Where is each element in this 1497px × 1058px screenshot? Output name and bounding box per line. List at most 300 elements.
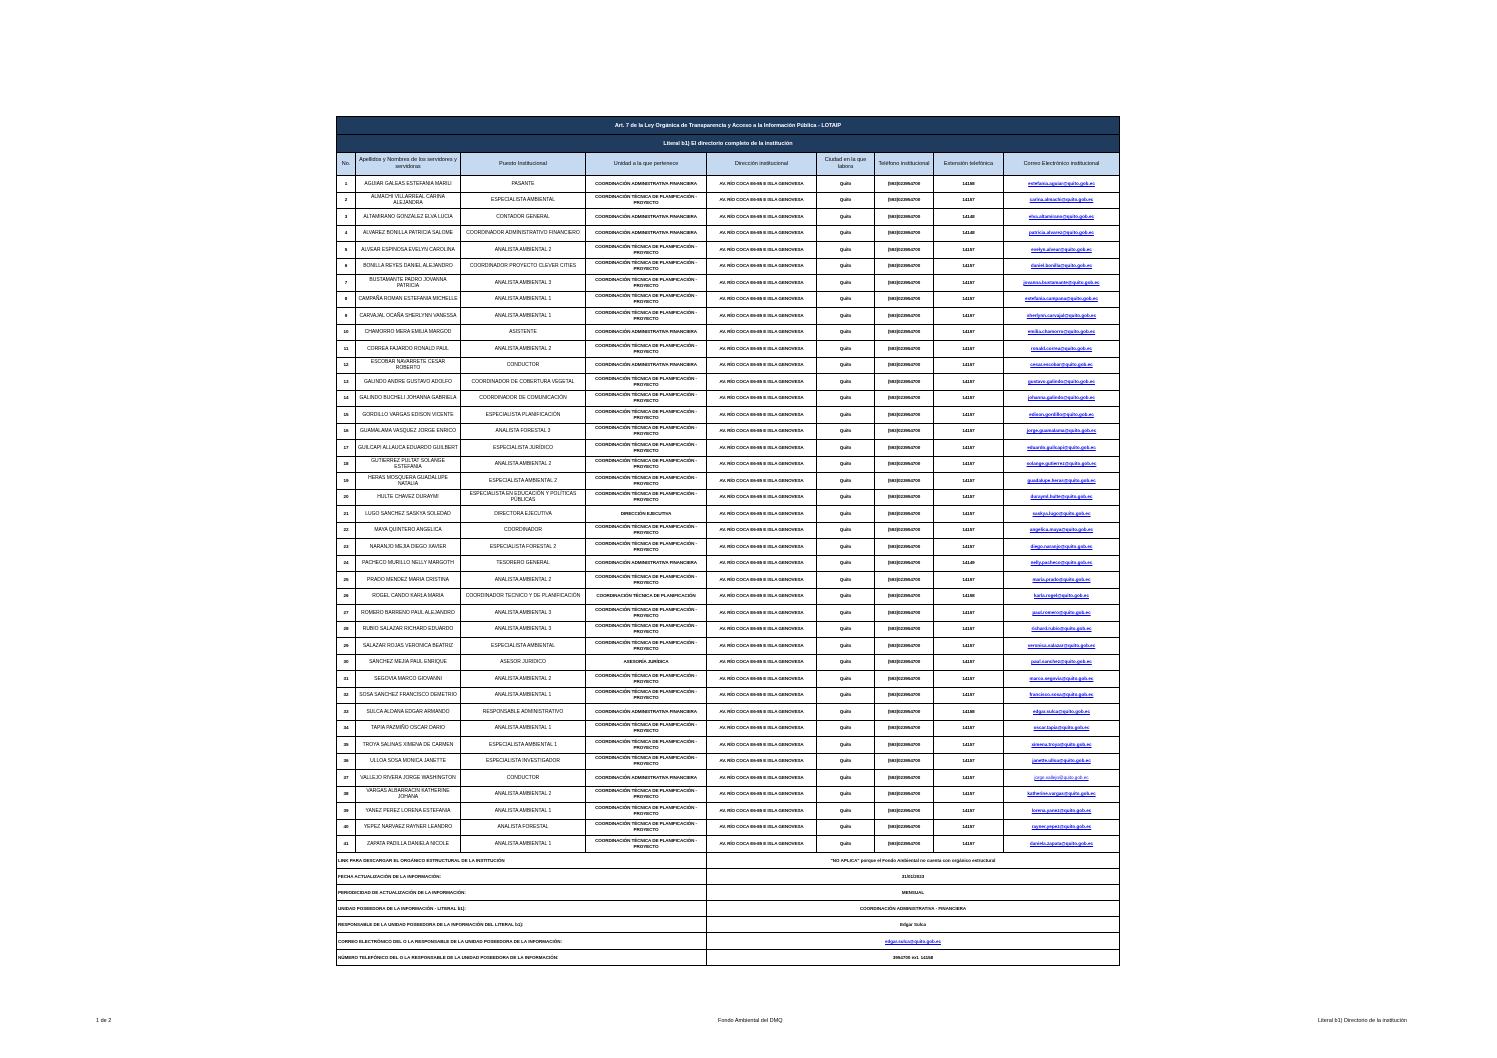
city: Quito <box>817 209 875 226</box>
employee-name: GUTIERREZ PULTAT SOLANGE ESTEFANIA <box>356 456 461 473</box>
unit-name: COORDINACIÓN TÉCNICA DE PLANIFICACIÓN - PROYECTO <box>586 308 707 325</box>
phone: (593)023954700 <box>875 324 934 341</box>
phone: (593)023954700 <box>875 572 934 589</box>
address: AV. RÍO COCA E6-85 E ISLA GENOVESA <box>707 489 817 506</box>
table-row <box>337 654 1120 671</box>
extension: 14149 <box>934 555 1004 572</box>
extension: 14157 <box>934 605 1004 622</box>
column-header: Unidad a la que pertenece <box>586 153 707 176</box>
job-title: ESPECIALISTA INVESTIGADOR <box>461 753 586 770</box>
phone: (593)023954700 <box>875 819 934 836</box>
row-number: 32 <box>337 687 356 704</box>
table-row <box>337 456 1120 473</box>
extension: 14157 <box>934 324 1004 341</box>
unit-name: COORDINACIÓN ADMINISTRATIVA FINANCIERA <box>586 225 707 242</box>
row-number: 17 <box>337 440 356 457</box>
column-header: Ciudad en la que labora <box>817 153 875 176</box>
unit-name: COORDINACIÓN ADMINISTRATIVA FINANCIERA <box>586 176 707 193</box>
city: Quito <box>817 737 875 754</box>
email-link[interactable]: carina.almachi@quito.gob.ec <box>1004 192 1120 209</box>
unit-name: COORDINACIÓN TÉCNICA DE PLANIFICACIÓN - PROYECTO <box>586 605 707 622</box>
directory-sheet <box>336 116 1119 966</box>
unit-name: COORDINACIÓN TÉCNICA DE PLANIFICACIÓN - PROYECTO <box>586 423 707 440</box>
unit-name: COORDINACIÓN TÉCNICA DE PLANIFICACIÓN - PROYECTO <box>586 390 707 407</box>
job-title: ANALISTA AMBIENTAL 1 <box>461 803 586 820</box>
unit-name: COORDINACIÓN TÉCNICA DE PLANIFICACIÓN - PROYECTO <box>586 522 707 539</box>
job-title: ASESOR JURIDICO <box>461 654 586 671</box>
address: AV. RÍO COCA E6-85 E ISLA GENOVESA <box>707 588 817 605</box>
address: AV. RÍO COCA E6-85 E ISLA GENOVESA <box>707 407 817 424</box>
extension: 14157 <box>934 654 1004 671</box>
metadata-row <box>337 852 1120 868</box>
row-number: 31 <box>337 671 356 688</box>
directory-table <box>336 116 1120 966</box>
row-number: 41 <box>337 836 356 853</box>
table-title: Art. 7 de la Ley Orgánica de Transparencia y Acceso a la Información Pública - LOTAIP <box>337 117 1120 135</box>
job-title: RESPONSABLE ADMINISTRATIVO <box>461 704 586 721</box>
unit-name: COORDINACIÓN ADMINISTRATIVA FINANCIERA <box>586 704 707 721</box>
row-number: 13 <box>337 374 356 391</box>
job-title: ANALISTA AMBIENTAL 3 <box>461 275 586 292</box>
row-number: 8 <box>337 291 356 308</box>
email-link[interactable]: maria.prado@quito.gob.ec <box>1004 572 1120 589</box>
employee-name: BUSTAMANTE PADRO JOVANNA PATRICIA <box>356 275 461 292</box>
employee-name: SEGOVIA MARCO GIOVANNI <box>356 671 461 688</box>
employee-name: SOSA SANCHEZ FRANCISCO DEMETRIO <box>356 687 461 704</box>
job-title: ANALISTA AMBIENTAL 3 <box>461 621 586 638</box>
metadata-row <box>337 933 1120 949</box>
unit-name: COORDINACIÓN TÉCNICA DE PLANIFICACIÓN - PROYECTO <box>586 242 707 259</box>
extension: 14157 <box>934 836 1004 853</box>
metadata-row <box>337 917 1120 933</box>
column-header: Correo Electrónico institucional <box>1004 153 1120 176</box>
extension: 14157 <box>934 506 1004 523</box>
email-link[interactable]: edison.gordillo@quito.gob.ec <box>1004 407 1120 424</box>
phone: (593)023954700 <box>875 522 934 539</box>
email-link[interactable]: jorge.vallejo@quito.gob.ec <box>1004 770 1120 787</box>
row-number: 37 <box>337 770 356 787</box>
metadata-email-link[interactable]: edgar.sulca@quito.gob.ec <box>707 933 1120 949</box>
metadata-value: MENSUAL <box>707 884 1120 900</box>
city: Quito <box>817 522 875 539</box>
phone: (593)023954700 <box>875 539 934 556</box>
extension: 14157 <box>934 275 1004 292</box>
phone: (593)023954700 <box>875 621 934 638</box>
email-link[interactable]: daniela.zapata@quito.gob.ec <box>1004 836 1120 853</box>
unit-name: COORDINACIÓN TÉCNICA DE PLANIFICACIÓN - PROYECTO <box>586 258 707 275</box>
job-title: PASANTE <box>461 176 586 193</box>
table-subtitle: Literal b1) El directorio completo de la institución <box>337 135 1120 153</box>
email-link[interactable]: ximena.troya@quito.gob.ec <box>1004 737 1120 754</box>
phone: (593)023954700 <box>875 209 934 226</box>
address: AV. RÍO COCA E6-85 E ISLA GENOVESA <box>707 473 817 490</box>
job-title: ANALISTA AMBIENTAL 1 <box>461 291 586 308</box>
employee-name: SANCHEZ MEJIA PAUL ENRIQUE <box>356 654 461 671</box>
city: Quito <box>817 440 875 457</box>
phone: (593)023954700 <box>875 803 934 820</box>
table-row <box>337 390 1120 407</box>
row-number: 11 <box>337 341 356 358</box>
job-title: ANALISTA FORESTAL <box>461 819 586 836</box>
table-row <box>337 324 1120 341</box>
city: Quito <box>817 770 875 787</box>
employee-name: GALINDO BUCHELI JOHANNA GABRIELA <box>356 390 461 407</box>
table-row <box>337 489 1120 506</box>
job-title: DIRECTORA EJECUTIVA <box>461 506 586 523</box>
phone: (593)023954700 <box>875 242 934 259</box>
employee-name: HERAS MOSQUERA GUADALUPE NATALIA <box>356 473 461 490</box>
email-link[interactable]: jovanna.bustamante@quito.gob.ec <box>1004 275 1120 292</box>
email-link[interactable]: estefania.aguiar@quito.gob.ec <box>1004 176 1120 193</box>
table-row <box>337 374 1120 391</box>
job-title: ANALISTA AMBIENTAL 1 <box>461 308 586 325</box>
employee-name: CAMPAÑA ROMAN ESTEFANIA MICHELLE <box>356 291 461 308</box>
phone: (593)023954700 <box>875 605 934 622</box>
row-number: 22 <box>337 522 356 539</box>
email-link[interactable]: durayml.hulte@quito.gob.ec <box>1004 489 1120 506</box>
employee-name: VARGAS ALBARRACIN KATHERINE JOHANA <box>356 786 461 803</box>
row-number: 19 <box>337 473 356 490</box>
employee-name: SULCA ALDANA EDGAR ARMANDO <box>356 704 461 721</box>
unit-name: COORDINACIÓN TÉCNICA DE PLANIFICACIÓN - PROYECTO <box>586 621 707 638</box>
phone: (593)023954700 <box>875 720 934 737</box>
extension: 14157 <box>934 572 1004 589</box>
phone: (593)023954700 <box>875 770 934 787</box>
city: Quito <box>817 473 875 490</box>
email-link[interactable]: rayner.yepez@quito.gob.ec <box>1004 819 1120 836</box>
city: Quito <box>817 539 875 556</box>
address: AV. RÍO COCA E6-85 E ISLA GENOVESA <box>707 308 817 325</box>
employee-name: ALVEAR ESPINOSA EVELYN CAROLINA <box>356 242 461 259</box>
employee-name: BONILLA REYES DANIEL ALEJANDRO <box>356 258 461 275</box>
email-link[interactable]: diego.naranjo@quito.gob.ec <box>1004 539 1120 556</box>
city: Quito <box>817 423 875 440</box>
row-number: 36 <box>337 753 356 770</box>
employee-name: LUGO SANCHEZ SASKYA SOLEDAD <box>356 506 461 523</box>
unit-name: COORDINACIÓN TÉCNICA DE PLANIFICACIÓN - PROYECTO <box>586 473 707 490</box>
employee-name: ALMACHI VILLARREAL CARINA ALEJANDRA <box>356 192 461 209</box>
row-number: 33 <box>337 704 356 721</box>
extension: 14157 <box>934 440 1004 457</box>
email-link[interactable]: paul.romero@quito.gob.ec <box>1004 605 1120 622</box>
city: Quito <box>817 621 875 638</box>
unit-name: COORDINACIÓN TÉCNICA DE PLANIFICACIÓN - PROYECTO <box>586 341 707 358</box>
city: Quito <box>817 390 875 407</box>
job-title: ESPECIALISTA AMBIENTAL 1 <box>461 737 586 754</box>
address: AV. RÍO COCA E6-85 E ISLA GENOVESA <box>707 456 817 473</box>
unit-name: COORDINACIÓN ADMINISTRATIVA FINANCIERA <box>586 770 707 787</box>
email-link[interactable]: francisco.sosa@quito.gob.ec <box>1004 687 1120 704</box>
row-number: 24 <box>337 555 356 572</box>
address: AV. RÍO COCA E6-85 E ISLA GENOVESA <box>707 621 817 638</box>
table-row <box>337 753 1120 770</box>
email-link[interactable]: ronald.correa@quito.gob.ec <box>1004 341 1120 358</box>
table-row <box>337 473 1120 490</box>
employee-name: NARANJO MEJIA DIEGO XAVIER <box>356 539 461 556</box>
unit-name: COORDINACIÓN TÉCNICA DE PLANIFICACIÓN - PROYECTO <box>586 489 707 506</box>
column-header: Apellidos y Nombres de los servidores y servidoras <box>356 153 461 176</box>
unit-name: COORDINACIÓN TÉCNICA DE PLANIFICACIÓN - PROYECTO <box>586 440 707 457</box>
address: AV. RÍO COCA E6-85 E ISLA GENOVESA <box>707 440 817 457</box>
table-row <box>337 621 1120 638</box>
employee-name: PRADO MENDEZ MARIA CRISTINA <box>356 572 461 589</box>
metadata-label: FECHA ACTUALIZACIÓN DE LA INFORMACIÓN: <box>337 868 707 884</box>
extension: 14148 <box>934 225 1004 242</box>
employee-name: HULTE CHAVEZ DURAYMI <box>356 489 461 506</box>
table-row <box>337 258 1120 275</box>
email-link[interactable]: patricia.alvarez@quito.gob.ec <box>1004 225 1120 242</box>
employee-name: GUILCAPI ALLAUCA EDUARDO GUILBERT <box>356 440 461 457</box>
email-link[interactable]: gustavo.galindo@quito.gob.ec <box>1004 374 1120 391</box>
address: AV. RÍO COCA E6-85 E ISLA GENOVESA <box>707 654 817 671</box>
table-row <box>337 291 1120 308</box>
email-link[interactable]: lorena.yanez@quito.gob.ec <box>1004 803 1120 820</box>
job-title: ESPECIALISTA FORESTAL 2 <box>461 539 586 556</box>
email-link[interactable]: cesar.escobar@quito.gob.ec <box>1004 357 1120 374</box>
address: AV. RÍO COCA E6-85 E ISLA GENOVESA <box>707 176 817 193</box>
column-header: Teléfono institucional <box>875 153 934 176</box>
row-number: 9 <box>337 308 356 325</box>
metadata-row <box>337 868 1120 884</box>
job-title: ANALISTA AMBIENTAL 1 <box>461 720 586 737</box>
job-title: COORDINADOR PROYECTO CLEVER CITIES <box>461 258 586 275</box>
email-link[interactable]: marco.segovia@quito.gob.ec <box>1004 671 1120 688</box>
email-link[interactable]: elva.altamirano@quito.gob.ec <box>1004 209 1120 226</box>
table-row <box>337 803 1120 820</box>
email-link[interactable]: katherine.vargas@quito.gob.ec <box>1004 786 1120 803</box>
email-link[interactable]: karla.rogel@quito.gob.ec <box>1004 588 1120 605</box>
employee-name: ALTAMIRANO GONZALEZ ELVA LUCIA <box>356 209 461 226</box>
job-title: ESPECIALISTA PLANIFICACIÓN <box>461 407 586 424</box>
row-number: 25 <box>337 572 356 589</box>
column-header: Puesto Institucional <box>461 153 586 176</box>
address: AV. RÍO COCA E6-85 E ISLA GENOVESA <box>707 341 817 358</box>
unit-name: COORDINACIÓN TÉCNICA DE PLANIFICACIÓN - PROYECTO <box>586 638 707 655</box>
employee-name: SALAZAR ROJAS VERONICA BEATRIZ <box>356 638 461 655</box>
email-link[interactable]: emilia.chamorro@quito.gob.ec <box>1004 324 1120 341</box>
row-number: 12 <box>337 357 356 374</box>
city: Quito <box>817 176 875 193</box>
city: Quito <box>817 324 875 341</box>
city: Quito <box>817 687 875 704</box>
city: Quito <box>817 374 875 391</box>
city: Quito <box>817 357 875 374</box>
phone: (593)023954700 <box>875 258 934 275</box>
email-link[interactable]: angelica.maya@quito.gob.ec <box>1004 522 1120 539</box>
job-title: COORDINADOR DE COMUNICACIÓN <box>461 390 586 407</box>
email-link[interactable]: daniel.bonilla@quito.gob.ec <box>1004 258 1120 275</box>
address: AV. RÍO COCA E6-85 E ISLA GENOVESA <box>707 192 817 209</box>
employee-name: ROMERO BARRENO PAUL ALEJANDRO <box>356 605 461 622</box>
metadata-value: 31/01/2023 <box>707 868 1120 884</box>
job-title: COORDINADOR TECNICO Y DE PLANIFICACIÓN <box>461 588 586 605</box>
city: Quito <box>817 407 875 424</box>
job-title: ANALISTA AMBIENTAL 2 <box>461 341 586 358</box>
email-link[interactable]: nelly.pacheco@quito.gob.ec <box>1004 555 1120 572</box>
employee-name: YEPEZ NARVAEZ RAYNER LEANDRO <box>356 819 461 836</box>
city: Quito <box>817 456 875 473</box>
employee-name: TROYA SALINAS XIMENA DE CARMEN <box>356 737 461 754</box>
metadata-label: UNIDAD POSEEDORA DE LA INFORMACIÓN - LITERAL b1): <box>337 901 707 917</box>
phone: (593)023954700 <box>875 473 934 490</box>
address: AV. RÍO COCA E6-85 E ISLA GENOVESA <box>707 819 817 836</box>
address: AV. RÍO COCA E6-85 E ISLA GENOVESA <box>707 786 817 803</box>
unit-name: COORDINACIÓN TÉCNICA DE PLANIFICACIÓN - PROYECTO <box>586 687 707 704</box>
email-link[interactable]: edgar.sulca@quito.gob.ec <box>1004 704 1120 721</box>
unit-name: COORDINACIÓN TÉCNICA DE PLANIFICACIÓN - PROYECTO <box>586 786 707 803</box>
column-header: Extensión telefónica <box>934 153 1004 176</box>
email-link[interactable]: eduardo.guilcapi@quito.gob.ec <box>1004 440 1120 457</box>
page-number: 1 de 2 <box>96 1018 112 1024</box>
extension: 14158 <box>934 704 1004 721</box>
metadata-label: PERIODICIDAD DE ACTUALIZACIÓN DE LA INFORMACIÓN: <box>337 884 707 900</box>
employee-name: RUBIO SALAZAR RICHARD EDUARDO <box>356 621 461 638</box>
city: Quito <box>817 803 875 820</box>
extension: 14157 <box>934 786 1004 803</box>
phone: (593)023954700 <box>875 176 934 193</box>
email-link[interactable]: johanna.galindo@quito.gob.ec <box>1004 390 1120 407</box>
column-header: No. <box>337 153 356 176</box>
unit-name: COORDINACIÓN TÉCNICA DE PLANIFICACIÓN - PROYECTO <box>586 374 707 391</box>
job-title: COORDINADOR ADMINISTRATIVO FINANCIERO <box>461 225 586 242</box>
extension: 14157 <box>934 638 1004 655</box>
table-row <box>337 341 1120 358</box>
email-link[interactable]: jorge.guamalama@quito.gob.ec <box>1004 423 1120 440</box>
row-number: 39 <box>337 803 356 820</box>
email-link[interactable]: veronica.salazar@quito.gob.ec <box>1004 638 1120 655</box>
address: AV. RÍO COCA E6-85 E ISLA GENOVESA <box>707 324 817 341</box>
employee-name: ROGEL CANDO KARLA MARIA <box>356 588 461 605</box>
employee-name: VALLEJO RIVERA JORGE WASHINGTON <box>356 770 461 787</box>
extension: 14157 <box>934 456 1004 473</box>
row-number: 15 <box>337 407 356 424</box>
table-row <box>337 737 1120 754</box>
extension: 14157 <box>934 720 1004 737</box>
email-link[interactable]: sherlynn.carvajal@quito.gob.ec <box>1004 308 1120 325</box>
job-title: ANALISTA AMBIENTAL 3 <box>461 605 586 622</box>
extension: 14157 <box>934 258 1004 275</box>
email-link[interactable]: oscar.tapia@quito.gob.ec <box>1004 720 1120 737</box>
address: AV. RÍO COCA E6-85 E ISLA GENOVESA <box>707 275 817 292</box>
unit-name: ASESORÍA JURÍDICA <box>586 654 707 671</box>
extension: 14157 <box>934 374 1004 391</box>
extension: 14157 <box>934 407 1004 424</box>
address: AV. RÍO COCA E6-85 E ISLA GENOVESA <box>707 522 817 539</box>
unit-name: COORDINACIÓN TÉCNICA DE PLANIFICACIÓN - PROYECTO <box>586 819 707 836</box>
table-row <box>337 770 1120 787</box>
email-link[interactable]: estefania.campana@quito.gob.ec <box>1004 291 1120 308</box>
email-link[interactable]: richard.rubio@quito.gob.ec <box>1004 621 1120 638</box>
email-link[interactable]: solange.gutierrez@quito.gob.ec <box>1004 456 1120 473</box>
metadata-value: 3954700 ext. 14158 <box>707 949 1120 965</box>
phone: (593)023954700 <box>875 588 934 605</box>
email-link[interactable]: saskya.lugo@quito.gob.ec <box>1004 506 1120 523</box>
extension: 14157 <box>934 819 1004 836</box>
table-row <box>337 242 1120 259</box>
extension: 14158 <box>934 176 1004 193</box>
employee-name: GUAMALAMA VASQUEZ JORGE ENRICO <box>356 423 461 440</box>
job-title: ESPECIALISTA JURÍDICO <box>461 440 586 457</box>
extension: 14157 <box>934 291 1004 308</box>
table-row <box>337 522 1120 539</box>
row-number: 20 <box>337 489 356 506</box>
unit-name: COORDINACIÓN ADMINISTRATIVA FINANCIERA <box>586 357 707 374</box>
job-title: ANALISTA AMBIENTAL 2 <box>461 671 586 688</box>
table-row <box>337 588 1120 605</box>
unit-name: COORDINACIÓN TÉCNICA DE PLANIFICACIÓN - PROYECTO <box>586 539 707 556</box>
address: AV. RÍO COCA E6-85 E ISLA GENOVESA <box>707 572 817 589</box>
employee-name: TAPIA PAZMIÑO OSCAR DARIO <box>356 720 461 737</box>
city: Quito <box>817 291 875 308</box>
row-number: 16 <box>337 423 356 440</box>
email-link[interactable]: evelyn.alvear@quito.gob.ec <box>1004 242 1120 259</box>
table-row <box>337 555 1120 572</box>
page-footer-right: Literal b1) Directorio de la institución <box>1318 1018 1407 1024</box>
extension: 14157 <box>934 522 1004 539</box>
address: AV. RÍO COCA E6-85 E ISLA GENOVESA <box>707 225 817 242</box>
email-link[interactable]: janette.ulloa@quito.gob.ec <box>1004 753 1120 770</box>
email-link[interactable]: guadalupe.heras@quito.gob.ec <box>1004 473 1120 490</box>
city: Quito <box>817 836 875 853</box>
row-number: 28 <box>337 621 356 638</box>
city: Quito <box>817 819 875 836</box>
extension: 14157 <box>934 539 1004 556</box>
employee-name: CORREA FAJARDO RONALD PAUL <box>356 341 461 358</box>
city: Quito <box>817 605 875 622</box>
row-number: 6 <box>337 258 356 275</box>
table-row <box>337 357 1120 374</box>
phone: (593)023954700 <box>875 440 934 457</box>
job-title: ANALISTA AMBIENTAL 1 <box>461 687 586 704</box>
metadata-label: NÚMERO TELEFÓNICO DEL O LA RESPONSABLE DE LA UNIDAD POSEEDORA DE LA INFORMACIÓN: <box>337 949 707 965</box>
unit-name: COORDINACIÓN TÉCNICA DE PLANIFICACIÓN - PROYECTO <box>586 671 707 688</box>
address: AV. RÍO COCA E6-85 E ISLA GENOVESA <box>707 753 817 770</box>
job-title: ESPECIALISTA AMBIENTAL <box>461 638 586 655</box>
city: Quito <box>817 242 875 259</box>
row-number: 2 <box>337 192 356 209</box>
extension: 14148 <box>934 209 1004 226</box>
job-title: CONDUCTOR <box>461 770 586 787</box>
unit-name: COORDINACIÓN TÉCNICA DE PLANIFICACIÓN - PROYECTO <box>586 737 707 754</box>
row-number: 29 <box>337 638 356 655</box>
city: Quito <box>817 275 875 292</box>
city: Quito <box>817 489 875 506</box>
employee-name: CARVAJAL OCAÑA SHERLYNN VANESSA <box>356 308 461 325</box>
employee-name: MAYA QUINTERO ANGELICA <box>356 522 461 539</box>
phone: (593)023954700 <box>875 192 934 209</box>
phone: (593)023954700 <box>875 423 934 440</box>
phone: (593)023954700 <box>875 737 934 754</box>
extension: 14157 <box>934 489 1004 506</box>
unit-name: DIRECCIÓN EJECUTIVA <box>586 506 707 523</box>
address: AV. RÍO COCA E6-85 E ISLA GENOVESA <box>707 605 817 622</box>
address: AV. RÍO COCA E6-85 E ISLA GENOVESA <box>707 242 817 259</box>
employee-name: ALVAREZ BONILLA PATRICIA SALOME <box>356 225 461 242</box>
extension: 14157 <box>934 803 1004 820</box>
unit-name: COORDINACIÓN ADMINISTRATIVA FINANCIERA <box>586 209 707 226</box>
extension: 14157 <box>934 242 1004 259</box>
extension: 14157 <box>934 671 1004 688</box>
extension: 14157 <box>934 423 1004 440</box>
email-link[interactable]: paul.sanchez@quito.gob.ec <box>1004 654 1120 671</box>
address: AV. RÍO COCA E6-85 E ISLA GENOVESA <box>707 423 817 440</box>
employee-name: ZAPATA PADILLA DANIELA NICOLE <box>356 836 461 853</box>
address: AV. RÍO COCA E6-85 E ISLA GENOVESA <box>707 770 817 787</box>
city: Quito <box>817 638 875 655</box>
unit-name: COORDINACIÓN TÉCNICA DE PLANIFICACIÓN - PROYECTO <box>586 291 707 308</box>
job-title: ANALISTA AMBIENTAL 2 <box>461 456 586 473</box>
metadata-value: "NO APLICA" porque el Fondo Ambiental no cuenta con orgánico estructural <box>707 852 1120 868</box>
